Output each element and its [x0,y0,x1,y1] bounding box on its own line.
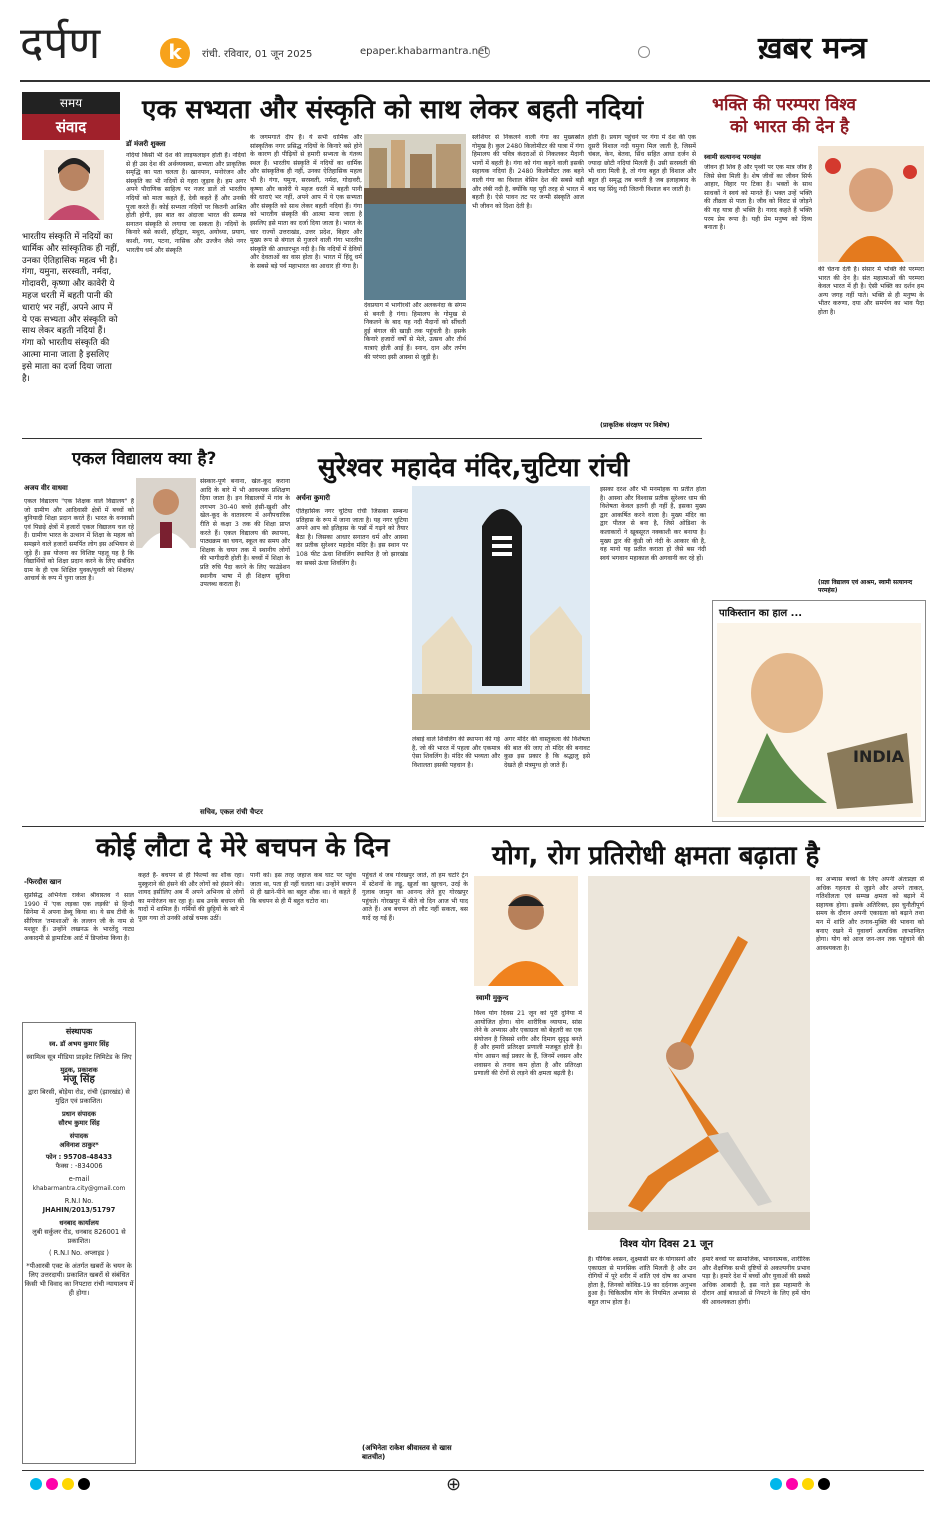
vidyalaya-headline: एकल विद्यालय क्या है? [72,449,217,469]
chief-editor-label: प्रधान संपादक [62,1110,96,1118]
printer-label: मुद्रक, प्रकाशक [60,1066,98,1074]
registration-dot [62,1478,74,1490]
temple-col-1: ऐतिहासिक नगर चुटिया रांची जिसका सम्बन्ध प्रतिहास के रूप में जाना जाता है। यह नगर चुटिया अपने आप को इतिहास के पन्नों में गढ़ने को तैयार बैठा है। जिसका आधार सनातन धर्म और आस्था का प्रतीक सुरेश्वर महादेव मंदिर है। इस स्थान पर 108 फीट ऊंचा शिवलिंग स्थापित है जो झारखंड का सबसे ऊंचा शिवलिंग है। [296,508,408,567]
yoga-col-2: है। यौगिक श्वसन, शुक्ष्मासी सर के योगासनों और एकाग्रता से मानसिक शांति मिलती है और उन रोगियों में पूरे शरीर में शांति एवं दोष का अभाव होता है, जिनको कोविड-19 का दर्दनाक अनुभव हुआ है। चिकित्सीय योग के नियमित अभ्यास से बहुत लाभ होता है। [588,1256,696,1306]
temple-col-3: अगर मंदिर की वास्तुकला की विशेषता की बात की जाए तो मंदिर की बनावट कुछ इस प्रकार है कि श्रद्धालु इसे देखते ही मंत्रमुग्ध हो जाते हैं। [504,736,590,769]
yoga-author: स्वामी मुकुन्द [476,994,509,1002]
rivers-caption: (प्राकृतिक संरक्षण पर विशेष) [600,421,670,429]
registration-dot [786,1478,798,1490]
samay-quote: भारतीय संस्कृति में नदियों का धार्मिक और सांस्कृतिक ही नहीं, उनका ऐतिहासिक महत्व भी है। गंगा, यमुना, सरस्वती, नर्मदा, गोदावरी, कृष्णा और कावेरी ये महज धरती में बहती पानी की धाराएं भर नहीं, अपने आप में ये एक सभ्यता और संस्कृति को साथ लेकर बहती नदियां हैं। गंगा को भारतीय संस्कृति की आत्मा माना जाता है इसलिए इसे माता का दर्जा दिया जाता है। [22,232,120,384]
rivers-author: डॉ मंजरी शुक्ला [126,140,166,148]
bachpan-headline: कोई लौटा दे मेरे बचपन के दिन [96,833,390,863]
temple-author: अर्चना कुमारी [296,494,330,502]
rni-applied: ( R.N.I No. अप्लाइड ) [48,1249,110,1257]
print-address: द्वारा बिरसी, बोड़ेया रोड, रांची (झारखंड) से मुद्रित एवं प्रकाशित। [28,1088,130,1105]
rivers-headline: एक सभ्यता और संस्कृति को साथ लेकर बहती नदियां [142,95,644,125]
printer-name: मंजू सिंह [63,1074,95,1085]
masthead-rule [20,80,930,82]
rivers-col-2: के जगमगाते दीप हैं। ये सभी धार्मिक और सांस्कृतिक नगर प्रसिद्ध नदियों के किनारे बसे होने के कारण ही पीढ़ियों से हमारी सभ्यता के गंतव्य स्थल हैं। भारतीय संस्कृति में नदियों का धार्मिक और सांस्कृतिक ही नहीं, उनका ऐतिहासिक महत्व भी है। गंगा, यमुना, सरस्वती, नर्मदा, गोदावरी, कृष्णा और कावेरी ये महज धरती में बहती पानी की धाराएं भर नहीं, अपने आप में ये एक सभ्यता और संस्कृति को साथ लेकर बहती नदियां हैं। गंगा को भारतीय संस्कृति की आत्मा माना जाता है इसलिए इसे माता का दर्जा दिया जाता है। भारत के चार राज्यों उत्तराखंड, उत्तर प्रदेश, बिहार और मुख्य रूप से बंगाल से गुजरने वाली गंगा भारतीय संस्कृति की आधारभूत नदी है। कि नदियों में देवियों और देवताओं का वास होता है। भारत में हिंदू धर्म के सबसे बड़े पर्व महाभारत का आधार ही गंगा है। [250,134,362,270]
swami-photo [818,146,924,262]
temple-col-4: इसका दरश और भी मनमोहक या प्रतीत होता है। आस्था और विश्वास प्रतीक सुरेश्वर धाम की विशेषता केवल इतनी ही नहीं है, इसका मुख्य द्वार आकर्षित करने वाला है। मुख्य मंदिर का द्वार पीतल से बना है, जिसे ओडिशा के कलाकारों ने खूबसूरत नक्काशी कर बनाया है। मुख्य द्वार की कुंडी जो नंदी के आकार की है, वह मानो यह प्रतीत कराता हो जैसे बस नंदी स्वयं भगवान महाकाल की अगवानी कर रहे हों। [600,486,706,562]
rivers-col-4: स्लेशियर से निकलने वाली गंगा का मुख्यस्रोत गोमुख है। कुल 2480 किलोमीटर की यात्रा में गंगा हिमालय की पवित्र कंदराओं से निकलकर मैदानी भागों में बहती है। गंगा को गंगा कहने वाली इसकी सहायक नदियां हैं। 2480 किलोमीटर तक बहने वाली गंगा का विशाल बेसिन देश की सबसे बड़ी और लंबी नदी है, क्योंकि यह पूरी तरह से भारत में बहती है। ऐसे पावन तट पर जन्मी संस्कृति आज भी जीवन को दिशा देती है। [472,134,584,210]
vidyalaya-portrait [136,478,196,548]
bachpan-col-1: सुप्रसिद्ध अभिनेता राकेश श्रीवास्तव ने साल 1990 में 'एक लड़का एक लड़की' से हिन्दी सिनेमा में अपना डेब्यू किया था। ये सब टीवी के सीरियल 'तमाशाओं' के लल्लन जी के नाम से मशहूर हैं। उन्होंने लखनऊ के भारतेंदु नाट्य अकादमी से ड्रामाटिक आर्ट में डिप्लोमा किया है। [24,892,134,942]
bhakti-headline-2: को भारत की देन है [730,117,850,137]
owner-line: स्वामित्व सूत्र मीडिया प्राइवेट लिमिटेड के लिए [26,1053,132,1061]
yoga-col-1: विश्व योग दिवस 21 जून को पूरी दुनिया में आयोजित होगा। योग शारीरिक व्यायाम, सांस लेने के अभ्यास और एकाग्रता को बेहतरी का एक संयोजन है जिससे शरीर और दिमाग सुदृढ़ बनते हैं और हमारी प्रतिरक्षा प्रणाली मजबूत होती है। योग आसन कई प्रकार के हैं, जिनमें श्वसन और शवासन से तनाव कम होता है और प्रतिरक्षा प्रणाली की रोगों से लड़ने की क्षमता बढ़ती है। [474,1010,582,1078]
header-emblem-icon [478,46,490,58]
author-portrait [44,150,104,220]
sampadak-title: संस्थापक [65,1027,93,1036]
temple-col-2: लंबाई वाले शिवलिंग की स्थापना की गई है, जो की भारत में पहला और एकमात्र ऐसा शिवलिंग है। मंदिर की भव्यता और विशालता इसकी पहचान है। [412,736,500,769]
header-emblem-icon-2 [638,46,650,58]
chief-editor-name: सौरभ कुमार सिंह [58,1119,100,1127]
email-label: e-mail [68,1175,90,1183]
yoga-photo-caption: विश्व योग दिवस 21 जून [620,1239,714,1250]
bachpan-author: -फिरदौस खान [24,878,62,886]
bachpan-col-2: कहते हैं- बचपन से ही फिल्मों का शौक रहा। मुस्कुराने की हंसने की और लोगों को हंसाने की। शायद इसीलिए अब मैं अपने अभिनय से लोगों का मनोरंजन कर रहा हूं। सब उनके बचपन की यादों में शामिल हैं। गर्मियों की छुट्टियों के बारे में पूछा गया तो उनकी आंखें चमक उठीं। [138,872,244,922]
fax: फैक्स : -834006 [55,1162,103,1170]
samay-label: समय [22,92,120,114]
cartoon-drawing [717,623,921,817]
samay-samvad-box [22,92,120,432]
bhakti-credit: (प्रज्ञा विद्यालय एवं आश्रम, स्वामी सत्यानन्द परमहंस) [818,579,913,594]
cartoon-title: पाकिस्तान का हाल ... [719,608,803,619]
yoga-author-photo [474,876,578,986]
vidyalaya-col-2: संस्कार-पूर्ण बनाना, खेल-कूद कराना आदि के बारे में भी आवश्यक प्रशिक्षण दिया जाता है। इन विद्यालयों में गांव के लगभग 30-40 बच्चे हंसी-खुशी और खेल-कूद के वातावरण में अनौपचारिक रीति से कक्षा 3 तक की शिक्षा प्राप्त करते हैं। एकल विद्यालय की स्थापना, पाठ्यक्रम का चयन, स्कूल का समय और शिक्षक के चयन तक में स्थानीय लोगों की भागीदारी होती है। बच्चों में शिक्षा के प्रति रुचि पैदा करने के लिए फाउंडेशन स्थानीय भाषा में ही शिक्षण सुविधा उपलब्ध कराता है। [200,478,290,589]
bachpan-credit: (अभिनेता राकेश श्रीवास्तव से खास बातचीत) [362,1444,452,1461]
color-registration-left [30,1478,90,1490]
editor-name: अविनाश ठाकुर* [59,1141,99,1149]
rni-number: JHAHIN/2013/51797 [42,1206,116,1214]
registration-dot [802,1478,814,1490]
dhanbad-address: लुबी सर्कुलर रोड, धनबाद 826001 से प्रकाशित। [32,1228,126,1245]
masthead [0,0,945,88]
yoga-col-3: हमारे बच्चों पर सामाजिक, भावनात्मक, शारीरिक और शैक्षणिक सभी दृष्टियों से अकल्पनीय प्रभाव पड़ा है। हमारे देश में बच्चों और युवाओं की सबसे अधिक आबादी है, इस नाते इस महामारी के दौरान आई बाधाओं से निपटने के लिए हमें योग की आवश्यकता होगी। [702,1256,810,1306]
paper-name: ख़बर मन्त्र [758,31,867,66]
logo-icon [160,38,190,68]
river-photo [364,134,466,300]
registration-dot [30,1478,42,1490]
bhakti-col-2: की चेतना देती है। संसार में भक्ति की परम्परा भारत की देन है। संत महात्माओं की परम्परा केवल भारत में ही है। ऐसी भक्ति का दर्शन हम अन्य जगह नहीं पाते। भक्ति से ही मनुष्य के भीतर करुणा, दया और समर्पण का भाव पैदा होता है। [818,266,924,316]
rni-label: R.N.I No. [64,1197,94,1205]
temple-headline: सुरेश्वर महादेव मंदिर,चुटिया रांची [318,453,630,483]
email[interactable]: khabarmantra.city@gmail.com [32,1185,126,1192]
samvad-label: संवाद [22,114,120,140]
yoga-pose-photo [588,876,810,1230]
bachpan-col-3: पानी को। इस तरह जहाज कब घाट पर पहुंच जाता था, पता ही नहीं चलता था। उन्होंने बचपन से ही खाने-पीने का बहुत शौक था। वे कहते हैं कि बचपन से ही मैं बहुत चटोरा था। [250,872,356,905]
rivers-col-1: नदियां किसी भी देश की लाइफलाइन होती हैं। नदियों से ही उस देश की अर्थव्यवस्था, सभ्यता और प्राकृतिक समृद्धि का पता चलता है। खानपान, मनोरंजन और संस्कृति का भी नदियों से गहरा जुड़ाव है। हम अगर अपने पौराणिक साहित्य पर नजर डालें तो भारतीय नदियों को माता कहते हैं, देवी कहते हैं और उनकी पूजा करते हैं। कोई सभ्यता नदियों पर कितनी आश्रित होती होगी, इस बात का अंदाजा भारत की सम्पन्न सनातन संस्कृति से लगाया जा सकता है। नदियों के किनारे बसे काशी, हरिद्वार, मथुरा, अयोध्या, प्रयाग, काशी, गया, पटना, नासिक और उज्जैन जैसे नगर भारतीय धर्म और संस्कृति [126,152,246,254]
registration-dot [818,1478,830,1490]
editor-label: संपादक [69,1132,89,1140]
brand-title: दर्पण [20,18,101,69]
rivers-col-3: देवप्रयाग में भागीरथी और अलकनंदा के संगम से बनती है गंगा। हिमालय के गोमुख से निकलने के बाद यह नदी मैदानों को सींचती हुई बंगाल की खाड़ी तक पहुंचती है। इसके किनारे हजारों वर्षों से मेले, उत्सव और तीर्थ यात्राएं होती आई हैं। स्नान, दान और तर्पण की परंपरा इसी आस्था से जुड़ी है। [364,302,466,361]
registration-dot [78,1478,90,1490]
section-rule-1 [22,438,702,439]
legal-note: *पीआरबी एक्ट के अंतर्गत खबरों के चयन के लिए उत्तरदायी। प्रकाशित खबरों से संबंधित किसी भी विवाद का निपटारा रांची न्यायालय में ही होगा। [24,1262,134,1297]
registration-dot [46,1478,58,1490]
epaper-url[interactable]: epaper.khabarmantra.net [360,46,489,57]
cartoon-box [712,600,926,822]
logo-letter: k [168,40,182,64]
yoga-col-4: का अभ्यास बच्चों के लिए अपनी अंतःप्रज्ञा से अधिक गहनता से जुड़ने और अपने ताकत, गतिशीलता एवं सम्पन्न क्षमता को बढ़ाने में सहायक होगा। इसके अतिरिक्त, इस चुनौतीपूर्ण समय के दौरान अपनी एकाग्रता को बढ़ाने तथा मन में शांति और तनाव-मुक्ति की भावना को बनाए रखने में युवावर्ग अत्यधिक लाभान्वित होगा। योग को आज जन-जन तक पहुंचाने की आवश्यकता है। [816,876,924,952]
footer-rule [22,1470,924,1471]
bhakti-col-1: जीवन ही शिव है और पृथ्वी पर एक मात्र जीव है जिसे सेवा मिली है। शेष जीवों का जीवन सिर्फ आहार, विहार पर टिका है। भक्तों के साथ साधकों ने स्वयं को मानते हैं। भक्त उन्हें भक्ति की तीव्रता से पाता है। जीव को विराट से जोड़ने की यह यात्रा ही भक्ति है। नारद कहते हैं भक्ति परम प्रेम रूपा है। यही प्रेम मनुष्य को दिव्य बनाता है। [704,164,812,232]
phone: फोन : 95708-48433 [45,1153,113,1161]
sampadak-box [22,1022,136,1464]
yoga-headline: योग, रोग प्रतिरोधी क्षमता बढ़ाता है [492,841,820,871]
bachpan-col-4: पहुंचते थे जब गोरखपुर जाते, तो हम चटोरे ट्रेन में स्टेशनों के लड्डू, खुर्जा का खुरचन, उरई के गुलाब जामुन का आनन्द लेते हुए गोरखपुर पहुंचते। गोरखपुर में बीते वो दिन आज भी याद आते हैं। अब बचपन तो लौट नहीं सकता, बस यादें रह गई हैं। [362,872,468,922]
temple-photo [412,486,590,730]
vidyalaya-col-1: एकल विद्यालय "एक शिक्षक वाले विद्यालय" हैं जो ग्रामीण और आदिवासी क्षेत्रों में बच्चों को बुनियादी शिक्षा प्रदान करते हैं। भारत के वनवासी एवं पिछड़े क्षेत्रों में हजारों एकल विद्यालय चल रहे हैं। ग्रामीण भारत के उत्थान में शिक्षा के महत्व को समझने वाले हजारों समर्पित लोग इस अभियान से जुड़े हैं। इस योजना का विशिष्ट पहलू यह है कि विद्यार्थियों को शिक्षा प्रदान करने के लिए संबंधित ग्राम के ही एक शिक्षित युवक/युवती को शिक्षक/आचार्य के रूप में चुना जाता है। [24,498,134,583]
place-date: रांची. रविवार, 01 जून 2025 [202,49,313,60]
cartoon-label: INDIA [853,747,904,766]
register-mark-icon: ⊕ [446,1474,462,1495]
bhakti-author: स्वामी सत्यानन्द परमहंस [704,153,761,161]
section-rule-2 [22,826,924,827]
dhanbad-label: धनबाद कार्यालय [59,1219,99,1227]
rivers-col-5: होती है। प्रयाग पहुंचने पर गंगा में देश की एक दूसरी विशाल नदी यमुना मिल जाती है, जिसमें चंबल, केन, बेतवा, सिंध सहित आधा दर्जन से ज्यादा छोटी नदियां मिलती हैं। उसी सरस्वती की भी धारा मिली है, तो गंगा बहुत ही विशाल और बहुत ही समृद्ध तब बनती है जब इलाहाबाद के बाद यह सिंधु नदी जितनी विशाल बन जाती है। [588,134,696,193]
vidyalaya-credit: सचिव, एकल रांची चैप्टर [200,808,263,816]
bhakti-headline-1: भक्ति की परम्परा विश्व [712,95,856,115]
registration-dot [770,1478,782,1490]
founder-name: स्व. डॉ अभय कुमार सिंह [49,1040,109,1048]
color-registration-right [770,1478,830,1490]
vidyalaya-author: अजय वीर वाधवा [24,484,68,492]
